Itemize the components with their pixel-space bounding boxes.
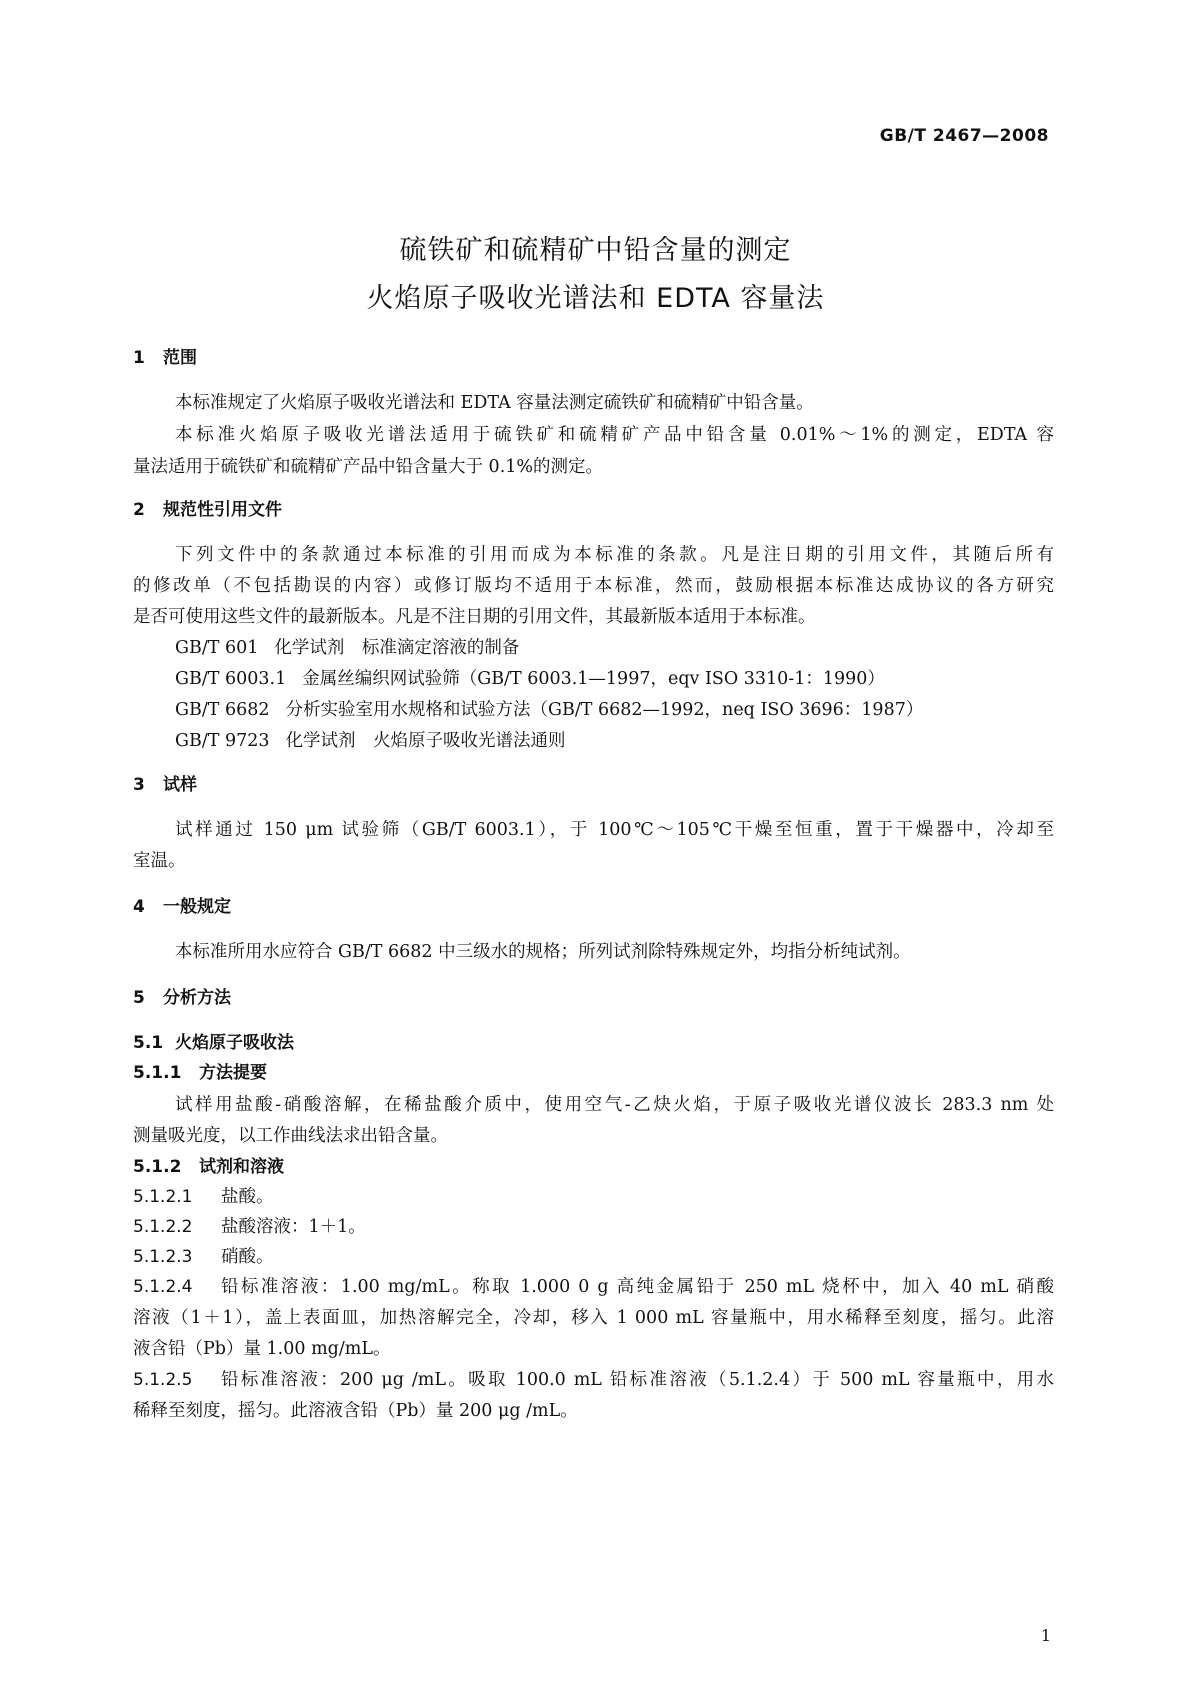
section-2-heading: [133, 498, 282, 522]
reference-item: [175, 667, 885, 691]
section-number: 5: [133, 988, 145, 1008]
paragraph: 本标准所用水应符合 GB/T 6682 中三级水的规格；所列试剂除特殊规定外，均指分析纯试剂。: [175, 942, 911, 962]
section-number: 5.1.1: [133, 1063, 182, 1083]
section-title: 火焰原子吸收法: [175, 1033, 294, 1053]
paragraph: 测量吸光度，以工作曲线法求出铅含量。: [133, 1126, 448, 1146]
item-text: 铅标准溶液：200 μg /mL。吸取 100.0 mL 铅标准溶液（5.1.2.4）于 500 mL 容量瓶中，用水: [221, 1370, 1054, 1390]
paragraph: 本标准规定了火焰原子吸收光谱法和 EDTA 容量法测定硫铁矿和硫精矿中铅含量。: [175, 393, 814, 413]
section-title: 试剂和溶液: [199, 1157, 284, 1177]
subsection-5-1-heading: [133, 1031, 294, 1055]
item-text: 铅标准溶液：1.00 mg/mL。称取 1.000 0 g 高纯金属铅于 250 mL 烧杯中，加入 40 mL 硝酸: [221, 1277, 1054, 1297]
section-number: 4: [133, 897, 145, 917]
reference-title: 化学试剂 标准滴定溶液的制备: [274, 638, 520, 658]
section-title: 方法提要: [199, 1063, 267, 1083]
section-number: 3: [133, 775, 145, 795]
item-text: 盐酸溶液：1＋1。: [221, 1217, 366, 1237]
reagent-item: [133, 1215, 366, 1239]
reagent-item: [133, 1185, 274, 1209]
document-title-line2: 火焰原子吸收光谱法和 EDTA 容量法: [366, 283, 825, 314]
paragraph: 试样用盐酸-硝酸溶解，在稀盐酸介质中，使用空气-乙炔火焰，于原子吸收光谱仪波长 283.3 nm 处: [175, 1095, 1054, 1115]
page-number: 1: [1040, 1626, 1051, 1645]
section-title: 分析方法: [163, 988, 231, 1008]
section-3-heading: [133, 773, 197, 797]
reference-code: GB/T 9723: [175, 731, 270, 751]
subsection-5-1-1-heading: [133, 1061, 267, 1085]
reference-item: [175, 698, 923, 722]
reagent-item: [133, 1245, 274, 1269]
section-number: 2: [133, 500, 145, 520]
reference-code: GB/T 601: [175, 638, 259, 658]
section-title: 试样: [163, 775, 197, 795]
section-4-heading: [133, 895, 231, 919]
section-number: 1: [133, 348, 145, 368]
reagent-item: [133, 1275, 1054, 1299]
section-5-heading: [133, 986, 231, 1010]
reference-code: GB/T 6003.1: [175, 669, 287, 689]
reference-title: 分析实验室用水规格和试验方法（GB/T 6682—1992，neq ISO 3696：1987）: [285, 700, 924, 720]
paragraph: 液含铅（Pb）量 1.00 mg/mL。: [133, 1339, 391, 1359]
section-title: 一般规定: [163, 897, 231, 917]
paragraph: 量法适用于硫铁矿和硫精矿产品中铅含量大于 0.1%的测定。: [133, 457, 604, 477]
paragraph: 下列文件中的条款通过本标准的引用而成为本标准的条款。凡是注日期的引用文件，其随后所有: [175, 545, 1054, 565]
item-number: 5.1.2.4: [133, 1277, 193, 1297]
standard-code: GB/T 2467—2008: [879, 126, 1049, 146]
paragraph: 是否可使用这些文件的最新版本。凡是不注日期的引用文件，其最新版本适用于本标准。: [133, 607, 816, 627]
item-number: 5.1.2.5: [133, 1370, 193, 1390]
reference-title: 金属丝编织网试验筛（GB/T 6003.1—1997，eqv ISO 3310-1：1990）: [302, 669, 885, 689]
reference-item: [175, 636, 519, 660]
reference-title: 化学试剂 火焰原子吸收光谱法通则: [285, 731, 566, 751]
reference-code: GB/T 6682: [175, 700, 270, 720]
paragraph: 溶液（1＋1），盖上表面皿，加热溶解完全，冷却，移入 1 000 mL 容量瓶中，用水稀释至刻度，摇匀。此溶: [133, 1308, 1054, 1328]
item-text: 硝酸。: [221, 1247, 274, 1267]
paragraph: 试样通过 150 μm 试验筛（GB/T 6003.1），于 100℃～105℃干燥至恒重，置于干燥器中，冷却至: [175, 820, 1054, 840]
paragraph: 的修改单（不包括勘误的内容）或修订版均不适用于本标准，然而，鼓励根据本标准达成协议的各方研究: [133, 576, 1054, 596]
section-1-heading: [133, 346, 197, 370]
section-number: 5.1: [133, 1033, 164, 1053]
reference-item: [175, 729, 566, 753]
item-text: 盐酸。: [221, 1187, 274, 1207]
subsection-5-1-2-heading: [133, 1155, 284, 1179]
section-title: 规范性引用文件: [163, 500, 282, 520]
document-title-line1: 硫铁矿和硫精矿中铅含量的测定: [399, 235, 792, 266]
section-title: 范围: [163, 348, 197, 368]
item-number: 5.1.2.3: [133, 1247, 193, 1267]
paragraph: 本标准火焰原子吸收光谱法适用于硫铁矿和硫精矿产品中铅含量 0.01%～1%的测定，EDTA 容: [175, 425, 1054, 445]
reagent-item: [133, 1368, 1054, 1392]
item-number: 5.1.2.1: [133, 1187, 193, 1207]
paragraph: 稀释至刻度，摇匀。此溶液含铅（Pb）量 200 μg /mL。: [133, 1401, 578, 1421]
item-number: 5.1.2.2: [133, 1217, 193, 1237]
section-number: 5.1.2: [133, 1157, 182, 1177]
paragraph: 室温。: [133, 851, 186, 871]
